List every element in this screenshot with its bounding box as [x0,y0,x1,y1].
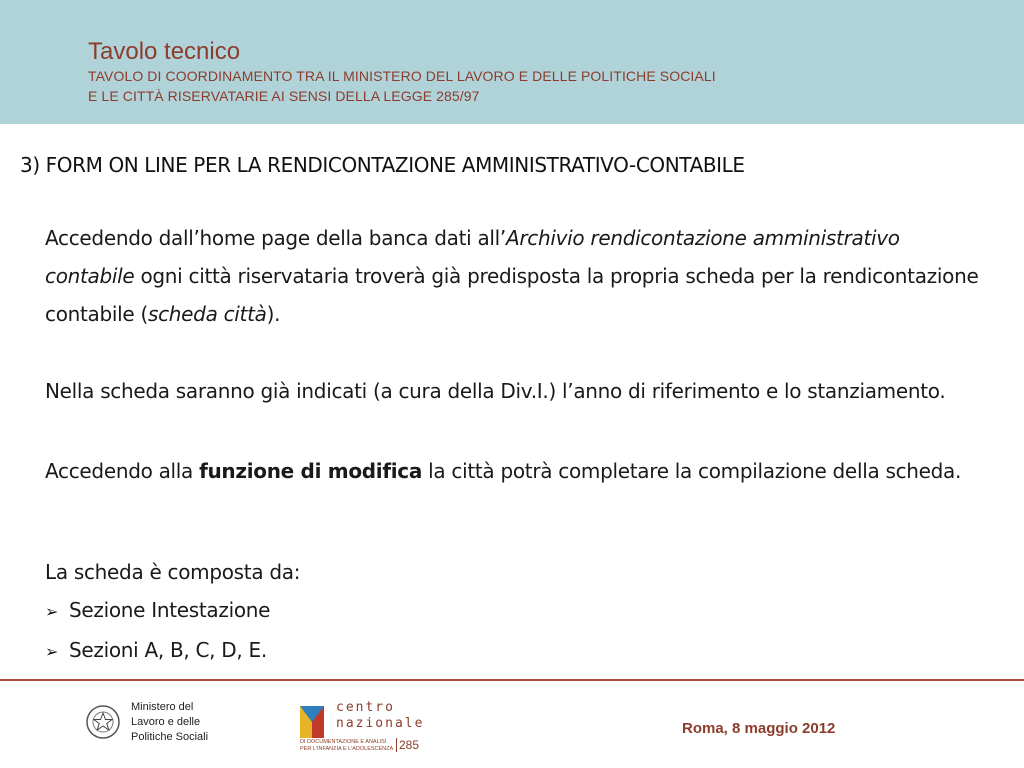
centro-number: 285 [396,738,419,752]
header-title: Tavolo tecnico [88,38,241,65]
paragraph-archive-access [45,219,980,333]
footer-date: Roma, 8 maggio 2012 [682,720,836,737]
paragraph3-bold-funzione: funzione di modifica [199,459,423,483]
centro-nazionale-logo [300,700,430,754]
scheda-composition-list [45,553,980,671]
header-subtitle-line1: TAVOLO DI COORDINAMENTO TRA IL MINISTERO DEL LAVORO E DELLE POLITICHE SOCIALI [88,68,716,84]
ministry-line: Politiche Sociali [131,731,209,743]
header-banner [0,0,1024,124]
paragraph-scheda-info: Nella scheda saranno già indicati (a cura della Div.I.) l’anno di riferimento e lo stanziamento. [45,379,946,403]
list-intro: La scheda è composta da: [45,560,301,584]
footer-divider [0,679,1024,681]
arrow-bullet-icon: ➢ [45,602,59,621]
list-item-label: Sezioni A, B, C, D, E. [69,638,267,662]
paragraph1-text-b: ogni città riservataria troverà già predisposta la propria scheda per la rendicontazione contabile ( [45,264,979,326]
ministry-line: Lavoro e delle [131,716,201,728]
list-item-label: Sezione Intestazione [69,598,271,622]
list-item [45,631,980,671]
section-title: 3) FORM ON LINE PER LA RENDICONTAZIONE AMMINISTRATIVO-CONTABILE [20,153,745,177]
list-item [45,591,980,631]
nazionale-word: nazionale [336,716,425,731]
paragraph3-text-b: la città potrà completare la compilazione della scheda. [422,459,962,483]
paragraph1-text-a: Accedendo dall’home page della banca dati all’ [45,226,506,250]
header-subtitle-line2: E LE CITTÀ RISERVATARIE AI SENSI DELLA LEGGE 285/97 [88,88,480,104]
paragraph1-italic-archive: Archivio rendicontazione amministrativo contabile [45,226,900,288]
paragraph1-text-c: ). [266,302,281,326]
paragraph1-italic-scheda: scheda città [147,302,267,326]
italian-emblem-icon [85,702,121,742]
paragraph-modifica [45,452,980,490]
centro-word: centro [336,700,395,715]
paragraph3-text-a: Accedendo alla [45,459,200,483]
centro-subtitle: DI DOCUMENTAZIONE E ANALISI PER L'INFANZIA E L'ADOLESCENZA [300,739,394,752]
ministry-name [131,700,251,745]
arrow-bullet-icon: ➢ [45,642,59,661]
ministry-line: Ministero del [131,701,194,713]
